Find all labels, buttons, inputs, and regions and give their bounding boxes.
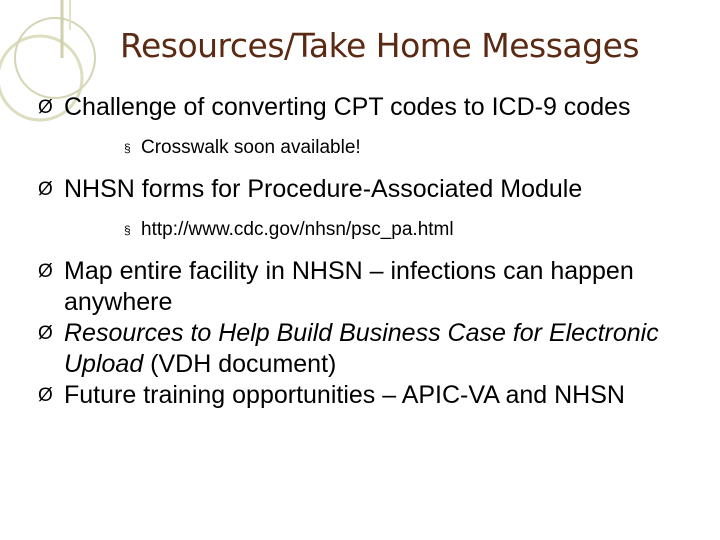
- slide-title: Resources/Take Home Messages: [120, 26, 640, 65]
- bullet-list: [38, 92, 688, 411]
- arrow-bullet-icon: Ø: [38, 385, 53, 406]
- arrow-bullet-icon: Ø: [38, 261, 53, 282]
- sub-bullet-link[interactable]: http://www.cdc.gov/nhsn/psc_pa.html: [141, 219, 454, 240]
- bullet-italic-text: Resources to Help Build Business Case for Electronic Upload: [64, 319, 659, 378]
- bullet-text: NHSN forms for Procedure-Associated Module: [64, 175, 583, 203]
- bullet-text: (VDH document): [143, 350, 337, 378]
- square-bullet-icon: §: [124, 141, 131, 155]
- sub-bullet-item: [38, 217, 688, 243]
- bullet-item: [38, 174, 688, 205]
- square-bullet-icon: §: [124, 223, 131, 237]
- sub-bullet-item: [38, 135, 688, 161]
- bullet-item: [38, 256, 688, 318]
- arrow-bullet-icon: Ø: [38, 323, 53, 344]
- arrow-bullet-icon: Ø: [38, 97, 53, 118]
- bullet-item: [38, 92, 688, 123]
- arrow-bullet-icon: Ø: [38, 179, 53, 200]
- bullet-text: Challenge of converting CPT codes to ICD-9 codes: [64, 93, 631, 121]
- bullet-text: Future training opportunities – APIC-VA and NHSN: [64, 381, 625, 409]
- bullet-item: [38, 380, 688, 411]
- sub-bullet-text: Crosswalk soon available!: [141, 137, 361, 158]
- bullet-item: [38, 318, 688, 380]
- bullet-text: Map entire facility in NHSN – infections can happen anywhere: [64, 257, 634, 316]
